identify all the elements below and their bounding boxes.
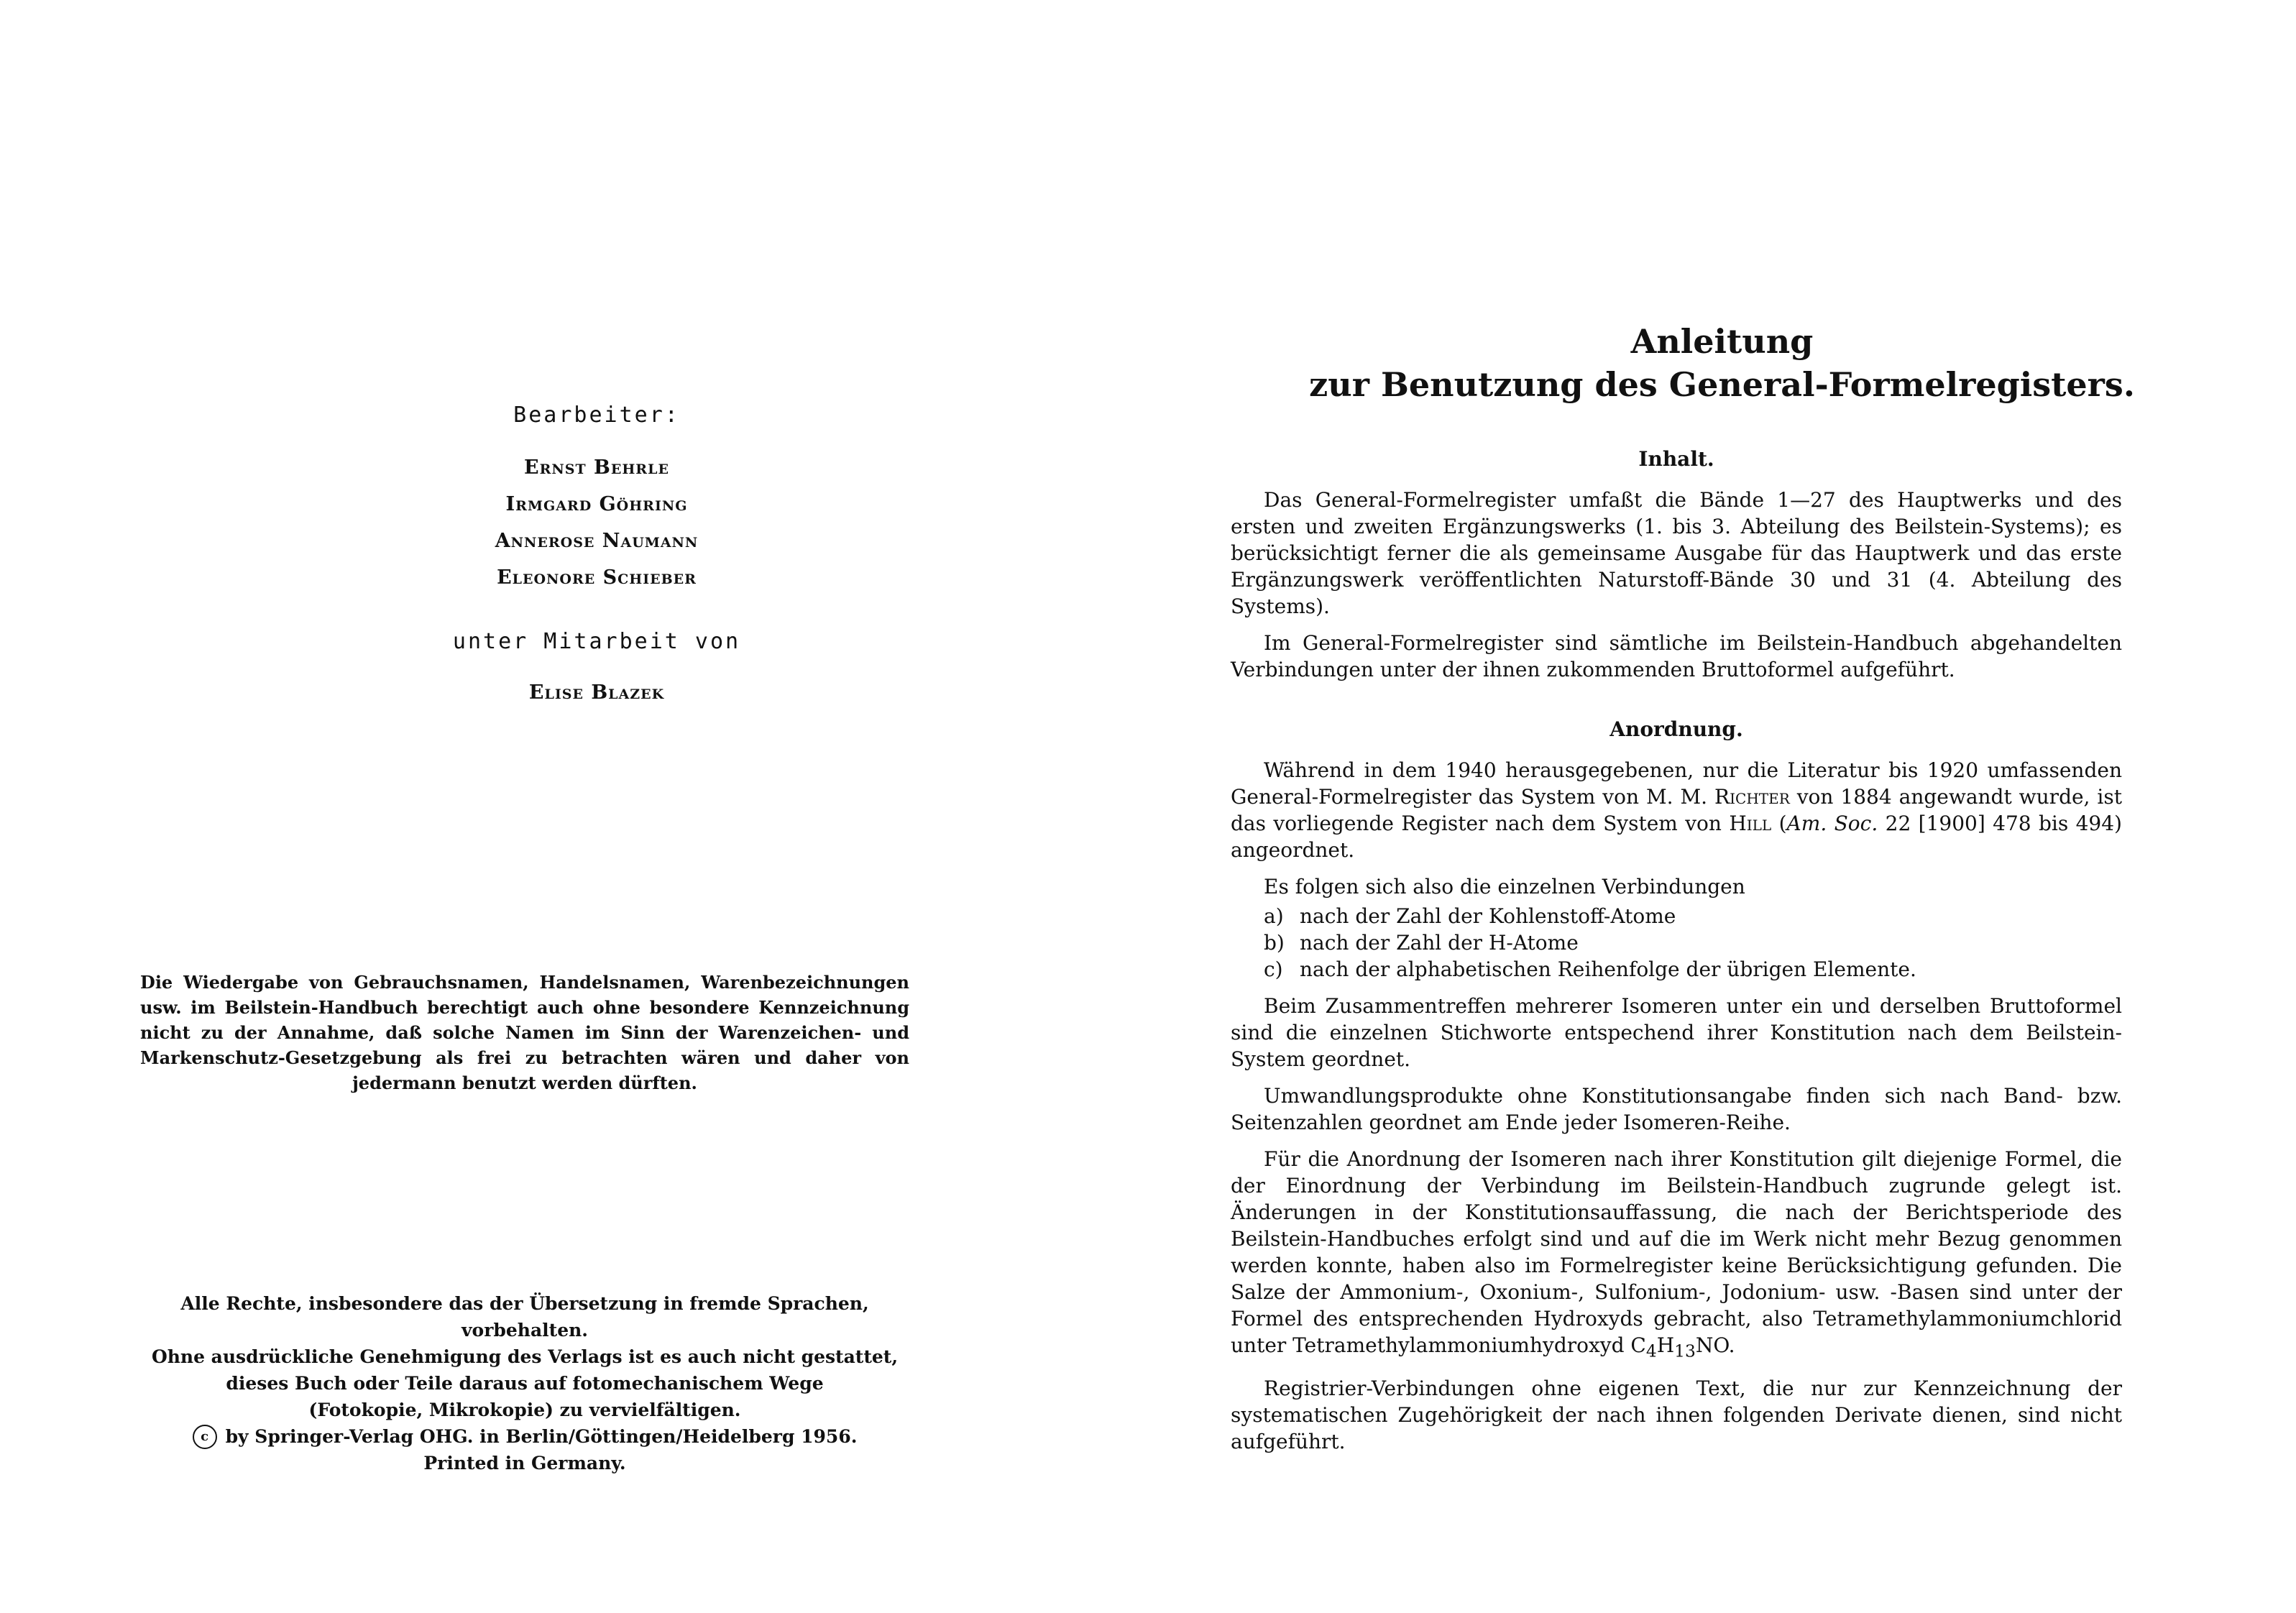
section-heading-contents: Inhalt. bbox=[1638, 447, 1714, 471]
copyright-line bbox=[129, 1423, 920, 1450]
collaborator-name: Elise Blazek bbox=[528, 681, 665, 704]
copyright-text: by Springer-Verlag OHG. in Berlin/Göttingen/Heidelberg 1956. bbox=[225, 1426, 858, 1447]
list-item-text: nach der alphabetischen Reihenfolge der übrigen Elemente. bbox=[1300, 957, 1916, 981]
text-run: NO. bbox=[1695, 1333, 1735, 1357]
title-line-2: zur Benutzung des General-Formelregisters. bbox=[1309, 365, 2135, 404]
guide-body bbox=[1231, 446, 2122, 1465]
editor-name: Eleonore Schieber bbox=[497, 566, 697, 589]
editors-label: Bearbeiter: bbox=[513, 403, 680, 428]
list-item-text: nach der Zahl der H-Atome bbox=[1300, 931, 1579, 955]
text-run: von 1884 angewandt wurde, ist das vorliegende Register nach dem System von bbox=[1231, 785, 2122, 835]
paragraph: Umwandlungsprodukte ohne Konstitutionsangabe finden sich nach Band- bzw. Seitenzahlen geordnet am Ende jeder Isomeren-Reihe. bbox=[1231, 1084, 2122, 1134]
list-item-text: nach der Zahl der Kohlenstoff-Atome bbox=[1300, 904, 1676, 928]
copyright-icon: c bbox=[193, 1425, 217, 1449]
list-intro: Es folgen sich also die einzelnen Verbindungen bbox=[1264, 875, 1745, 899]
rights-line: Ohne ausdrückliche Genehmigung des Verlags ist es auch nicht gestattet, bbox=[151, 1346, 899, 1367]
formula-element: H bbox=[1656, 1333, 1675, 1357]
editor-name: Irmgard Göhring bbox=[505, 493, 688, 515]
editors-list bbox=[259, 449, 935, 596]
title-line-1: Anleitung bbox=[1630, 322, 1814, 361]
ordering-list bbox=[1264, 903, 2122, 983]
formula-subscript: 4 bbox=[1645, 1341, 1657, 1361]
author-name-richter: Richter bbox=[1714, 785, 1790, 809]
rights-line: Alle Rechte, insbesondere das der Übersetzung in fremde Sprachen, vorbehalten. bbox=[180, 1293, 869, 1341]
paragraph: Beim Zusammentreffen mehrerer Isomeren unter ein und derselben Bruttoformel sind die einzelnen Stichworte entspechend ihrer Konstitution nach dem Beilstein-System geordnet. bbox=[1231, 994, 2122, 1071]
list-item bbox=[1264, 929, 2122, 956]
list-marker: a) bbox=[1264, 904, 1284, 928]
text-run: Für die Anordnung der Isomeren nach ihrer Konstitution gilt diejenige Formel, die der Einordnung der Verbindung im Beilstein-Handbuch zugrunde gelegt ist. Änderungen in der Konstitutionsauffassung, die nach der Berichtsperiode des Beilstein-Handbuches erfolgt sind und auf die im Werk nicht mehr Bezug genommen werden konnte, haben also im Formelregister keine Berücksichtigung gefunden. Die Salze der Ammonium-, Oxonium-, Sulfonium-, Jodonium- usw. -Basen sind unter der Formel des entsprechenden Hydroxyds gebracht, also Tetramethylammoniumchlorid unter Tetramethylammoniumhydroxyd C bbox=[1231, 1147, 2122, 1357]
list-item bbox=[1264, 956, 2122, 983]
rights-block bbox=[129, 1290, 920, 1476]
paragraph: Das General-Formelregister umfaßt die Bände 1—27 des Hauptwerks und des ersten und zweiten Ergänzungswerks (1. bis 3. Abteilung des Beilstein-Systems); es berücksichtigt ferner die als gemeinsame Ausgabe für das Hauptwerk und das erste Ergänzungswerk veröffentlichten Naturstoff-Bände 30 und 31 (4. Abteilung des Systems). bbox=[1231, 488, 2122, 618]
list-marker: b) bbox=[1264, 931, 1285, 955]
paragraph bbox=[1231, 1146, 2122, 1365]
guide-title bbox=[1148, 320, 2296, 406]
formula-subscript: 13 bbox=[1674, 1341, 1696, 1361]
author-name-hill: Hill bbox=[1729, 812, 1772, 835]
rights-line: (Fotokopie, Mikrokopie) zu vervielfältigen. bbox=[308, 1400, 741, 1420]
rights-line: dieses Buch oder Teile daraus auf fotomechanischem Wege bbox=[226, 1373, 824, 1394]
text-run: 22 [1900] 478 bis 494) angeordnet. bbox=[1231, 812, 2122, 862]
journal-reference: Am. Soc. bbox=[1786, 812, 1878, 835]
paragraph: Registrier-Verbindungen ohne eigenen Text, die nur zur Kennzeichnung der systematischen Zugehörigkeit der nach ihnen folgenden Derivate dienen, sind nicht aufgeführt. bbox=[1231, 1376, 2122, 1453]
section-heading-arrangement: Anordnung. bbox=[1610, 717, 1743, 741]
list-item bbox=[1264, 903, 2122, 929]
text-run: ( bbox=[1778, 812, 1787, 835]
trademark-note: Die Wiedergabe von Gebrauchsnamen, Handelsnamen, Warenbezeichnungen usw. im Beilstein-Handbuch berechtigt auch ohne besondere Kennzeichnung nicht zu der Annahme, daß solche Namen im Sinn der Warenzeichen- und Markenschutz-Gesetzgebung als frei zu betrachten wären und daher von jedermann benutzt werden dürften. bbox=[140, 972, 909, 1093]
editors-block bbox=[259, 403, 935, 711]
right-page bbox=[1148, 0, 2296, 1613]
text-run: Während in dem 1940 herausgegebenen, nur die Literatur bis 1920 umfassenden General-Formelregister das System von M. M. bbox=[1231, 758, 2122, 809]
paragraph bbox=[1231, 757, 2122, 863]
editor-name: Ernst Behrle bbox=[524, 456, 669, 479]
list-marker: c) bbox=[1264, 957, 1283, 981]
paragraph: Im General-Formelregister sind sämtliche im Beilstein-Handbuch abgehandelten Verbindungen unter der ihnen zukommenden Bruttoformel aufgeführt. bbox=[1231, 631, 2122, 681]
collaboration-label: unter Mitarbeit von bbox=[452, 629, 741, 654]
editor-name: Annerose Naumann bbox=[495, 530, 699, 552]
printed-in: Printed in Germany. bbox=[423, 1453, 626, 1474]
